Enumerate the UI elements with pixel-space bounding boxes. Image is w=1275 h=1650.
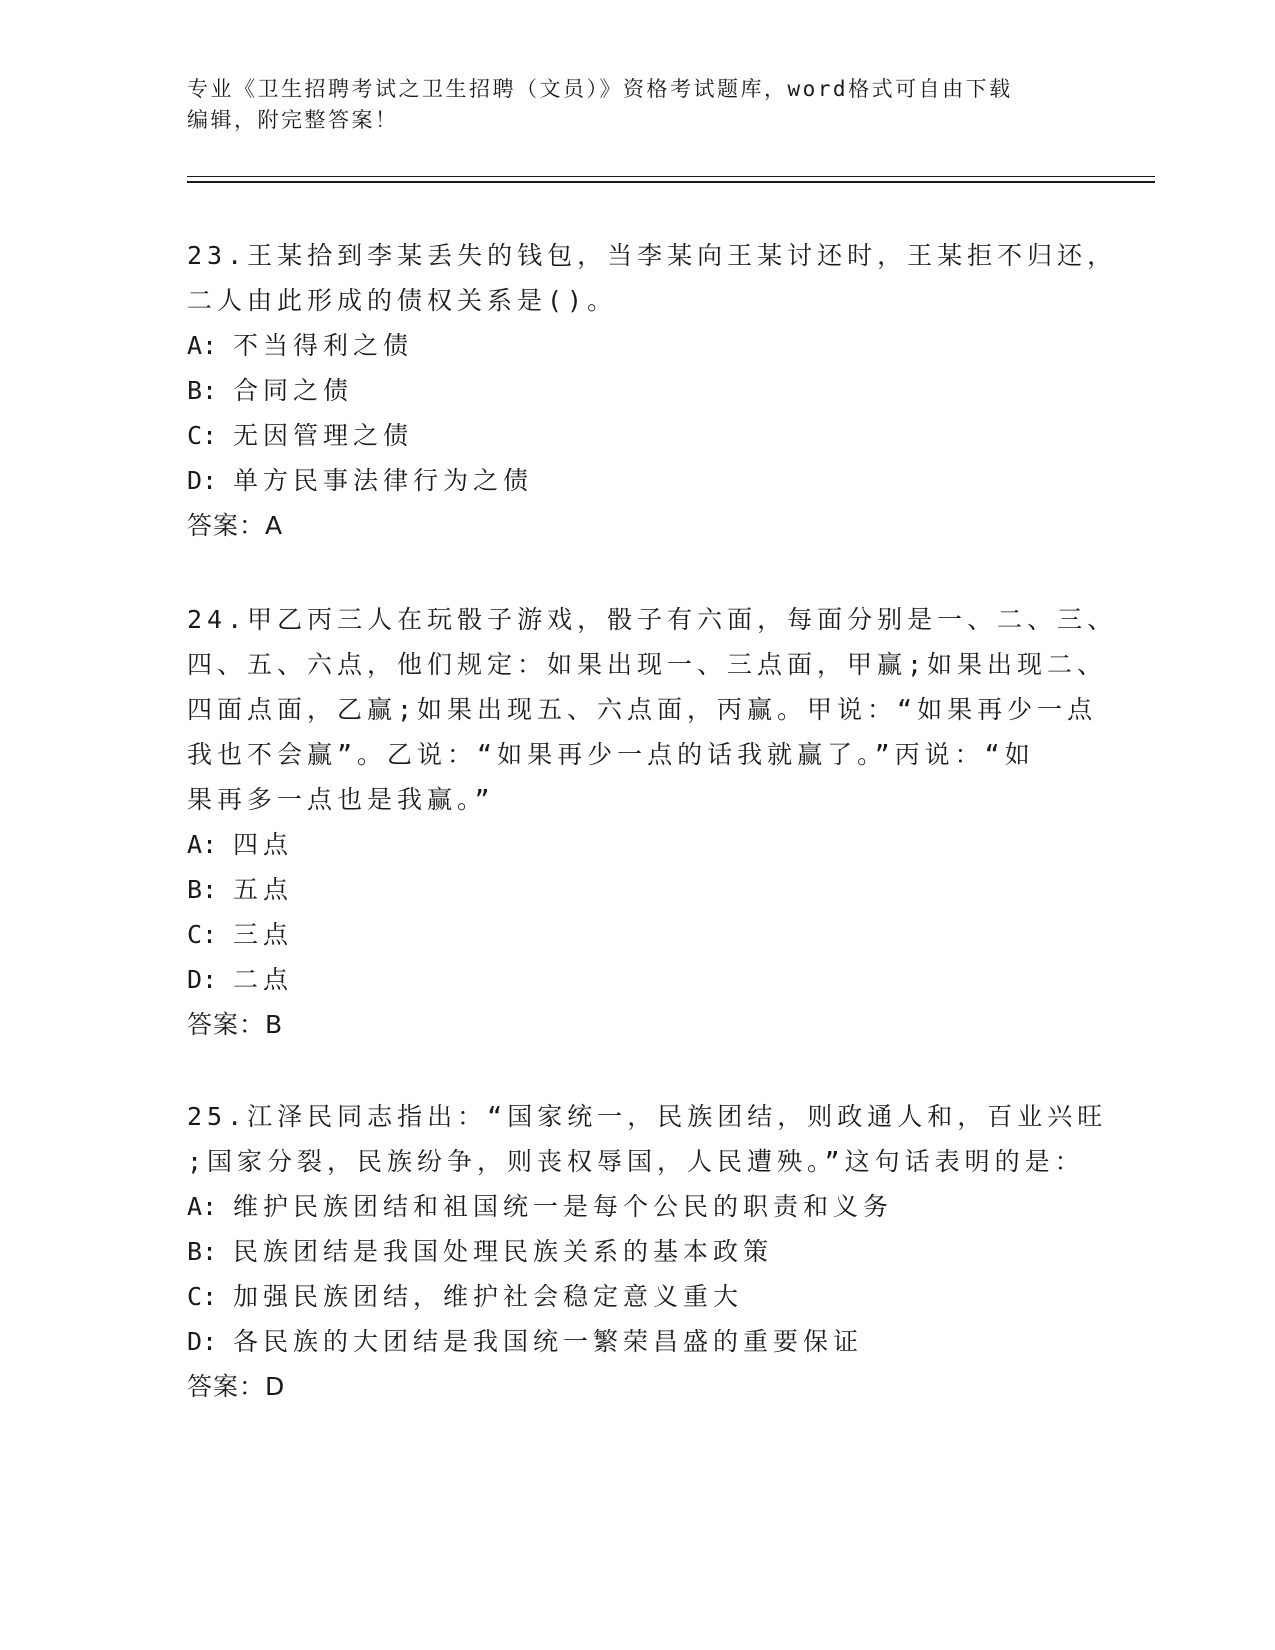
option-text: 加强民族团结，维护社会稳定意义重大 [233, 1282, 744, 1311]
option-letter: C: [187, 920, 218, 949]
option-letter: D: [187, 1327, 218, 1356]
option-letter: B: [187, 1237, 218, 1266]
option-b [187, 867, 1087, 912]
option-letter: A: [187, 1192, 218, 1221]
option-a [187, 323, 1087, 368]
option-letter: A: [187, 331, 218, 360]
option-text: 无因管理之债 [233, 421, 414, 450]
question-stem: 24.甲乙丙三人在玩骰子游戏，骰子有六面，每面分别是一、二、三、 [187, 605, 1118, 634]
question-23 [187, 233, 1118, 548]
option-letter: D: [187, 965, 218, 994]
option-a [187, 822, 1087, 867]
option-text: 各民族的大团结是我国统一繁荣昌盛的重要保证 [233, 1327, 864, 1356]
question-stem: ;国家分裂，民族纷争，则丧权辱国，人民遭殃。”这句话表明的是： [187, 1147, 1085, 1176]
option-a [187, 1184, 1087, 1229]
option-d [187, 1319, 1087, 1364]
option-text: 合同之债 [233, 376, 354, 405]
option-c [187, 413, 1087, 458]
header-line: 专业《卫生招聘考试之卫生招聘（文员）》资格考试题库，word格式可自由下载 [187, 77, 1013, 101]
answer-line: 答案：A [187, 511, 284, 540]
option-letter: D: [187, 466, 218, 495]
option-letter: B: [187, 376, 218, 405]
option-text: 二点 [233, 965, 294, 994]
option-text: 单方民事法律行为之债 [233, 466, 534, 495]
question-stem: 果再多一点也是我赢。” [187, 785, 495, 814]
header-divider [187, 181, 1155, 183]
question-stem: 四面点面，乙赢;如果出现五、六点面，丙赢。甲说：“如果再少一点 [187, 695, 1098, 724]
option-letter: B: [187, 875, 218, 904]
page-header [187, 74, 1087, 136]
option-c [187, 1274, 1087, 1319]
answer-line: 答案：B [187, 1010, 284, 1039]
question-stem: 二人由此形成的债权关系是()。 [187, 286, 618, 315]
header-divider [187, 176, 1155, 177]
option-text: 五点 [233, 875, 294, 904]
option-text: 不当得利之债 [233, 331, 414, 360]
question-24 [187, 597, 1118, 1047]
option-d [187, 957, 1087, 1002]
question-stem: 25.江泽民同志指出：“国家统一，民族团结，则政通人和，百业兴旺 [187, 1102, 1108, 1131]
option-letter: C: [187, 1282, 218, 1311]
question-stem: 四、五、六点，他们规定：如果出现一、三点面，甲赢;如果出现二、 [187, 650, 1108, 679]
option-text: 民族团结是我国处理民族关系的基本政策 [233, 1237, 774, 1266]
option-text: 四点 [233, 830, 294, 859]
header-line: 编辑，附完整答案！ [187, 108, 399, 132]
question-stem: 23.王某拾到李某丢失的钱包，当李某向王某讨还时，王某拒不归还， [187, 241, 1118, 270]
option-c [187, 912, 1087, 957]
question-25 [187, 1094, 1108, 1409]
option-d [187, 458, 1087, 503]
option-text: 维护民族团结和祖国统一是每个公民的职责和义务 [233, 1192, 894, 1221]
answer-line: 答案：D [187, 1372, 286, 1401]
option-letter: A: [187, 830, 218, 859]
option-b [187, 1229, 1087, 1274]
option-letter: C: [187, 421, 218, 450]
option-text: 三点 [233, 920, 294, 949]
question-stem: 我也不会赢”。乙说：“如果再少一点的话我就赢了。”丙说：“如 [187, 740, 1035, 769]
option-b [187, 368, 1087, 413]
